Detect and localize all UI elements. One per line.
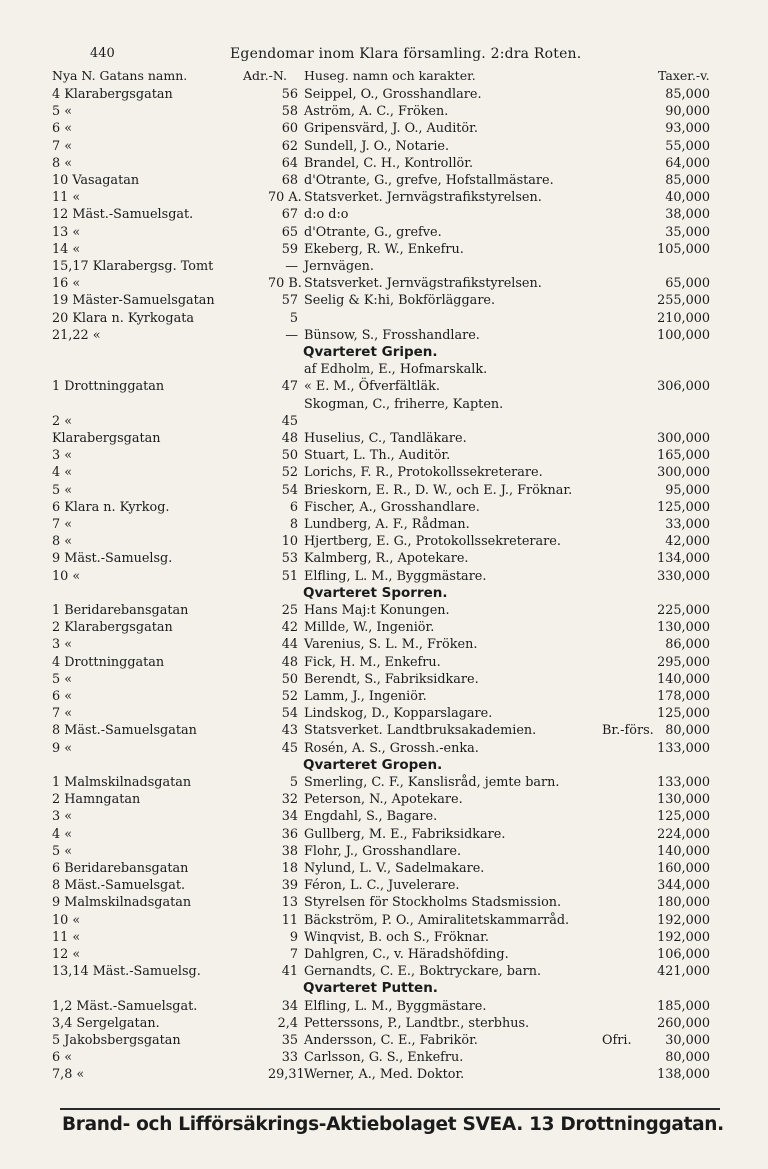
quarter-name: Qvarteret Gropen. — [303, 756, 443, 773]
table-row — [0, 499, 768, 516]
owner-name: Ekeberg, R. W., Enkefru. — [304, 241, 464, 257]
table-row — [0, 103, 768, 120]
street-number: 44 — [281, 637, 298, 653]
page-number: 440 — [90, 46, 115, 61]
table-row — [0, 275, 768, 292]
street-number: 62 — [281, 138, 298, 154]
street-number: 65 — [281, 224, 298, 240]
tax-value: 38,000 — [665, 207, 710, 223]
owner-name: Fischer, A., Grosshandlare. — [304, 499, 480, 515]
street-number: 6 — [289, 499, 298, 515]
table-row — [0, 516, 768, 533]
street-number: 60 — [281, 121, 298, 137]
quarter-heading — [0, 980, 768, 997]
footer-ad-text: Brand- och Lifförsäkrings-Aktiebolaget SVEA. 13 Drottninggatan. — [62, 1114, 724, 1135]
street-number: 50 — [281, 671, 298, 687]
owner-name: Gullberg, M. E., Fabriksidkare. — [304, 826, 506, 842]
street-address: 10 « — [52, 912, 81, 928]
street-number: 11 — [281, 912, 298, 928]
tax-value: 180,000 — [657, 895, 710, 911]
street-address: 9 Mäst.-Samuelsg. — [52, 551, 173, 567]
street-number: 57 — [281, 293, 298, 309]
tax-value: 130,000 — [657, 792, 710, 808]
tax-value: 105,000 — [657, 241, 710, 257]
table-row — [0, 1032, 768, 1049]
table-row — [0, 912, 768, 929]
table-row — [0, 860, 768, 877]
street-address: 4 « — [52, 826, 73, 842]
tax-value: 133,000 — [657, 740, 710, 756]
column-headers — [0, 68, 768, 86]
table-row — [0, 464, 768, 481]
street-number: 25 — [281, 603, 298, 618]
tax-value: 165,000 — [657, 448, 710, 464]
quarter-name: Qvarteret Gripen. — [303, 344, 438, 360]
quarter-name: Qvarteret Putten. — [303, 980, 438, 997]
tax-value: 55,000 — [665, 138, 710, 154]
tax-value: 86,000 — [665, 637, 710, 653]
owner-name: Stuart, L. Th., Auditör. — [304, 448, 451, 464]
owner-name: Gripensvärd, J. O., Auditör. — [304, 121, 478, 137]
street-address: 10 « — [52, 568, 81, 584]
table-row — [0, 791, 768, 808]
owner-name: Kalmberg, R., Apotekare. — [304, 551, 469, 567]
tax-value: 225,000 — [657, 603, 710, 618]
tax-value: 134,000 — [657, 551, 710, 567]
owner-name: Elfling, L. M., Byggmästare. — [304, 568, 487, 584]
owner-name: Rosén, A. S., Grossh.-enka. — [304, 740, 479, 756]
street-address: 2 Klarabergsgatan — [52, 620, 173, 636]
quarter-heading — [0, 344, 768, 361]
owner-name: Aström, A. C., Fröken. — [304, 104, 449, 120]
owner-column-header: Huseg. namn och karakter. — [304, 68, 476, 83]
table-row — [0, 998, 768, 1015]
table-row — [0, 310, 768, 327]
table-row — [0, 206, 768, 223]
street-number: 18 — [281, 861, 298, 876]
street-number: 70 B. — [268, 276, 302, 292]
table-row — [0, 378, 768, 395]
street-address: 7,8 « — [52, 1067, 85, 1083]
street-number: 52 — [281, 689, 298, 704]
street-number: 51 — [281, 568, 298, 584]
tax-value: 85,000 — [665, 87, 710, 102]
owner-name: Peterson, N., Apotekare. — [304, 792, 463, 808]
table-row — [0, 843, 768, 860]
table-row — [0, 361, 768, 378]
table-row — [0, 671, 768, 688]
owner-name: Sundell, J. O., Notarie. — [304, 138, 450, 154]
street-address: 10 Vasagatan — [52, 173, 140, 188]
street-number: 39 — [281, 878, 298, 894]
tax-value: 160,000 — [657, 861, 710, 876]
street-number: 33 — [281, 1050, 298, 1066]
table-row — [0, 946, 768, 963]
tax-value: 185,000 — [657, 998, 710, 1014]
tax-value: 125,000 — [657, 706, 710, 722]
table-row — [0, 155, 768, 172]
owner-name: Lundberg, A. F., Rådman. — [304, 517, 470, 532]
table-row — [0, 602, 768, 619]
owner-name: Engdahl, S., Bagare. — [304, 809, 438, 825]
street-number: — — [285, 327, 298, 343]
street-address: 1 Drottninggatan — [52, 379, 165, 395]
tax-value: 133,000 — [657, 775, 710, 790]
footer-advertisement — [60, 1108, 724, 1140]
tax-value: 125,000 — [657, 809, 710, 825]
owner-name: Petterssons, P., Landtbr., sterbhus. — [304, 1015, 530, 1031]
quarter-name: Qvarteret Sporren. — [303, 584, 448, 601]
street-number: 47 — [281, 379, 298, 395]
table-row — [0, 929, 768, 946]
street-number: 56 — [281, 87, 298, 102]
owner-name: Elfling, L. M., Byggmästare. — [304, 998, 487, 1014]
owner-name: Nylund, L. V., Sadelmakare. — [304, 861, 485, 876]
street-number: 5 — [289, 775, 298, 790]
tax-value: 33,000 — [665, 517, 710, 532]
table-row — [0, 430, 768, 447]
street-number: 8 — [289, 517, 298, 532]
street-number: 10 — [281, 534, 298, 550]
tax-value: 80,000 — [665, 1050, 710, 1066]
tax-value: 300,000 — [657, 465, 710, 481]
tax-value: 130,000 — [657, 620, 710, 636]
tax-value: 255,000 — [657, 293, 710, 309]
street-number: 13 — [281, 895, 298, 911]
table-row — [0, 224, 768, 241]
tax-value: 192,000 — [657, 929, 710, 945]
table-row — [0, 138, 768, 155]
table-row — [0, 705, 768, 722]
owner-name: Smerling, C. F., Kanslisråd, jemte barn. — [304, 775, 560, 790]
tax-value: 140,000 — [657, 671, 710, 687]
street-number: 43 — [281, 723, 298, 739]
table-row — [0, 894, 768, 911]
tax-value: 210,000 — [657, 310, 710, 326]
tax-note: Ofri. — [602, 1033, 632, 1048]
street-number: 52 — [281, 465, 298, 481]
tax-value: 42,000 — [665, 534, 710, 550]
table-row — [0, 722, 768, 739]
street-number: 41 — [281, 964, 298, 980]
street-number: 2,4 — [277, 1015, 298, 1031]
street-number: 34 — [281, 809, 298, 825]
tax-value: 192,000 — [657, 912, 710, 928]
street-address: 3,4 Sergelgatan. — [52, 1015, 160, 1031]
table-row — [0, 533, 768, 550]
owner-name: Millde, W., Ingeniör. — [304, 620, 435, 636]
owner-name: Werner, A., Med. Doktor. — [304, 1067, 465, 1083]
table-row — [0, 688, 768, 705]
owner-name: Dahlgren, C., v. Häradshöfding. — [304, 947, 509, 962]
page-title: Egendomar inom Klara församling. 2:dra Roten. — [230, 46, 582, 62]
tax-value: 125,000 — [657, 499, 710, 515]
street-number: 59 — [281, 241, 298, 257]
tax-value: 330,000 — [657, 568, 710, 584]
owner-name: « E. M., Öfverfältläk. — [304, 379, 440, 395]
table-row — [0, 636, 768, 653]
owner-name: Hans Maj:t Konungen. — [304, 603, 450, 618]
street-number: 34 — [281, 998, 298, 1014]
owner-name: Statsverket. Jernvägstrafikstyrelsen. — [304, 190, 542, 206]
street-number: 36 — [281, 826, 298, 842]
street-address: 5 « — [52, 843, 73, 859]
street-address: 4 « — [52, 465, 73, 481]
tax-value: 65,000 — [665, 276, 710, 292]
street-address: 19 Mäster-Samuelsgatan — [52, 293, 215, 309]
street-number: 42 — [281, 620, 298, 636]
street-address: 5 « — [52, 671, 73, 687]
owner-name: Fick, H. M., Enkefru. — [304, 654, 441, 670]
street-address: 2 Hamngatan — [52, 792, 141, 808]
street-number: 68 — [281, 173, 298, 188]
owner-name: Skogman, C., friherre, Kapten. — [304, 396, 504, 412]
table-row — [0, 172, 768, 189]
table-row — [0, 1066, 768, 1083]
owner-name: Huselius, C., Tandläkare. — [304, 431, 467, 446]
table-row — [0, 292, 768, 309]
street-number: 50 — [281, 448, 298, 464]
street-address: 1,2 Mäst.-Samuelsgat. — [52, 998, 198, 1014]
table-row — [0, 877, 768, 894]
owner-name: Styrelsen för Stockholms Stadsmission. — [304, 895, 562, 911]
tax-value: 421,000 — [657, 964, 710, 980]
street-address: 3 « — [52, 448, 73, 464]
tax-value: 100,000 — [657, 327, 710, 343]
tax-value: 300,000 — [657, 431, 710, 446]
table-row — [0, 568, 768, 585]
number-column-header: Adr.-N. — [243, 68, 287, 83]
owner-name: Lamm, J., Ingeniör. — [304, 689, 427, 704]
table-row — [0, 327, 768, 344]
table-row — [0, 120, 768, 137]
tax-value: 80,000 — [665, 723, 710, 739]
table-row — [0, 808, 768, 825]
tax-value: 64,000 — [665, 155, 710, 171]
owner-name: Winqvist, B. och S., Fröknar. — [304, 929, 489, 945]
owner-name: d'Otrante, G., grefve. — [304, 224, 442, 240]
street-address: 21,22 « — [52, 327, 101, 343]
street-number: 38 — [281, 843, 298, 859]
table-row — [0, 963, 768, 980]
street-address: 20 Klara n. Kyrkogata — [52, 310, 194, 326]
street-number: 32 — [281, 792, 298, 808]
street-number: 70 A. — [268, 190, 302, 206]
tax-value: 106,000 — [657, 947, 710, 962]
street-address: 1 Beridarebansgatan — [52, 603, 189, 618]
owner-name: Brieskorn, E. R., D. W., och E. J., Fröknar. — [304, 482, 573, 498]
street-number: 54 — [281, 706, 298, 722]
table-row — [0, 774, 768, 791]
table-row — [0, 189, 768, 206]
table-row — [0, 396, 768, 413]
owner-name: Andersson, C. E., Fabrikör. — [304, 1033, 478, 1048]
table-row — [0, 86, 768, 103]
table-row — [0, 1015, 768, 1032]
street-address: 9 « — [52, 740, 73, 756]
quarter-heading — [0, 757, 768, 774]
table-row — [0, 826, 768, 843]
owner-name: Carlsson, G. S., Enkefru. — [304, 1050, 464, 1066]
table-row — [0, 1049, 768, 1066]
street-number: 54 — [281, 482, 298, 498]
street-column-header: Nya N. Gatans namn. — [52, 68, 188, 83]
street-number: 58 — [281, 104, 298, 120]
owner-name: Seelig & K:hi, Bokförläggare. — [304, 293, 496, 309]
owner-name: Gernandts, C. E., Boktryckare, barn. — [304, 964, 542, 980]
owner-name: Seippel, O., Grosshandlare. — [304, 87, 482, 102]
tax-value: 90,000 — [665, 104, 710, 120]
street-address: Klarabergsgatan — [52, 431, 161, 446]
quarter-heading — [0, 585, 768, 602]
street-address: 13,14 Mäst.-Samuelsg. — [52, 964, 201, 980]
street-address: 9 Malmskilnadsgatan — [52, 895, 192, 911]
page-header — [0, 46, 768, 66]
owner-name: Lindskog, D., Kopparslagare. — [304, 706, 493, 722]
street-address: 8 « — [52, 534, 73, 550]
tax-note: Br.-förs. — [602, 723, 654, 739]
tax-value: 295,000 — [657, 654, 710, 670]
street-number: 45 — [281, 413, 298, 429]
street-address: 6 « — [52, 121, 73, 137]
street-address: 8 Mäst.-Samuelsgatan — [52, 723, 197, 739]
street-address: 5 « — [52, 482, 73, 498]
tax-value: 40,000 — [665, 190, 710, 206]
street-number: 67 — [281, 207, 298, 223]
street-address: 16 « — [52, 276, 81, 292]
street-number: 5 — [289, 310, 298, 326]
street-address: 6 « — [52, 1050, 73, 1066]
street-address: 4 Klarabergsgatan — [52, 87, 173, 102]
owner-name: Flohr, J., Grosshandlare. — [304, 843, 462, 859]
value-column-header: Taxer.-v. — [658, 68, 710, 83]
table-row — [0, 740, 768, 757]
street-number: 29,31 — [268, 1067, 305, 1083]
table-row — [0, 619, 768, 636]
owner-name: af Edholm, E., Hofmarskalk. — [304, 362, 488, 378]
tax-value: 35,000 — [665, 224, 710, 240]
street-address: 7 « — [52, 706, 73, 722]
street-number: 45 — [281, 740, 298, 756]
tax-value: 140,000 — [657, 843, 710, 859]
street-address: 12 « — [52, 947, 81, 962]
table-row — [0, 482, 768, 499]
table-row — [0, 413, 768, 430]
street-address: 7 « — [52, 138, 73, 154]
street-address: 11 « — [52, 190, 81, 206]
owner-name: Lorichs, F. R., Protokollssekreterare. — [304, 465, 543, 481]
street-address: 6 Beridarebansgatan — [52, 861, 189, 876]
owner-name: Bäckström, P. O., Amiralitetskammarråd. — [304, 912, 570, 928]
street-address: 4 Drottninggatan — [52, 654, 165, 670]
street-address: 12 Mäst.-Samuelsgat. — [52, 207, 194, 223]
street-address: 13 « — [52, 224, 81, 240]
street-address: 7 « — [52, 517, 73, 532]
street-number: 35 — [281, 1033, 298, 1048]
street-number: 7 — [289, 947, 298, 962]
tax-value: 138,000 — [657, 1067, 710, 1083]
street-address: 8 « — [52, 155, 73, 171]
table-row — [0, 258, 768, 275]
owner-name: Féron, L. C., Juvelerare. — [304, 878, 460, 894]
owner-name: Bünsow, S., Frosshandlare. — [304, 327, 480, 343]
owner-name: Statsverket. Landtbruksakademien. — [304, 723, 537, 739]
owner-name: Hjertberg, E. G., Protokollssekreterare. — [304, 534, 561, 550]
table-row — [0, 447, 768, 464]
tax-value: 178,000 — [657, 689, 710, 704]
table-row — [0, 654, 768, 671]
street-address: 5 « — [52, 104, 73, 120]
owner-name: d'Otrante, G., grefve, Hofstallmästare. — [304, 173, 554, 188]
street-address: 15,17 Klarabergsg. Tomt — [52, 259, 214, 274]
tax-value: 30,000 — [665, 1033, 710, 1048]
street-address: 3 « — [52, 809, 73, 825]
owner-name: Jernvägen. — [304, 259, 374, 274]
tax-value: 224,000 — [657, 826, 710, 842]
tax-value: 344,000 — [657, 878, 710, 894]
street-address: 11 « — [52, 929, 81, 945]
street-number: 53 — [281, 551, 298, 567]
table-row — [0, 241, 768, 258]
street-number: 64 — [281, 155, 298, 171]
street-address: 6 « — [52, 689, 73, 704]
tax-value: 85,000 — [665, 173, 710, 188]
street-address: 5 Jakobsbergsgatan — [52, 1033, 181, 1048]
street-address: 3 « — [52, 637, 73, 653]
street-number: 9 — [289, 929, 298, 945]
tax-value: 93,000 — [665, 121, 710, 137]
street-address: 1 Malmskilnadsgatan — [52, 775, 192, 790]
tax-value: 306,000 — [657, 379, 710, 395]
tax-value: 95,000 — [665, 482, 710, 498]
street-address: 6 Klara n. Kyrkog. — [52, 499, 170, 515]
tax-value: 260,000 — [657, 1015, 710, 1031]
owner-name: Varenius, S. L. M., Fröken. — [304, 637, 478, 653]
street-number: — — [285, 259, 298, 274]
owner-name: d:o d:o — [304, 207, 349, 223]
owner-name: Berendt, S., Fabriksidkare. — [304, 671, 479, 687]
street-address: 14 « — [52, 241, 81, 257]
street-address: 8 Mäst.-Samuelsgat. — [52, 878, 186, 894]
street-number: 48 — [281, 654, 298, 670]
owner-name: Statsverket. Jernvägstrafikstyrelsen. — [304, 276, 542, 292]
street-address: 2 « — [52, 413, 73, 429]
street-number: 48 — [281, 431, 298, 446]
table-row — [0, 550, 768, 567]
owner-name: Brandel, C. H., Kontrollör. — [304, 155, 474, 171]
